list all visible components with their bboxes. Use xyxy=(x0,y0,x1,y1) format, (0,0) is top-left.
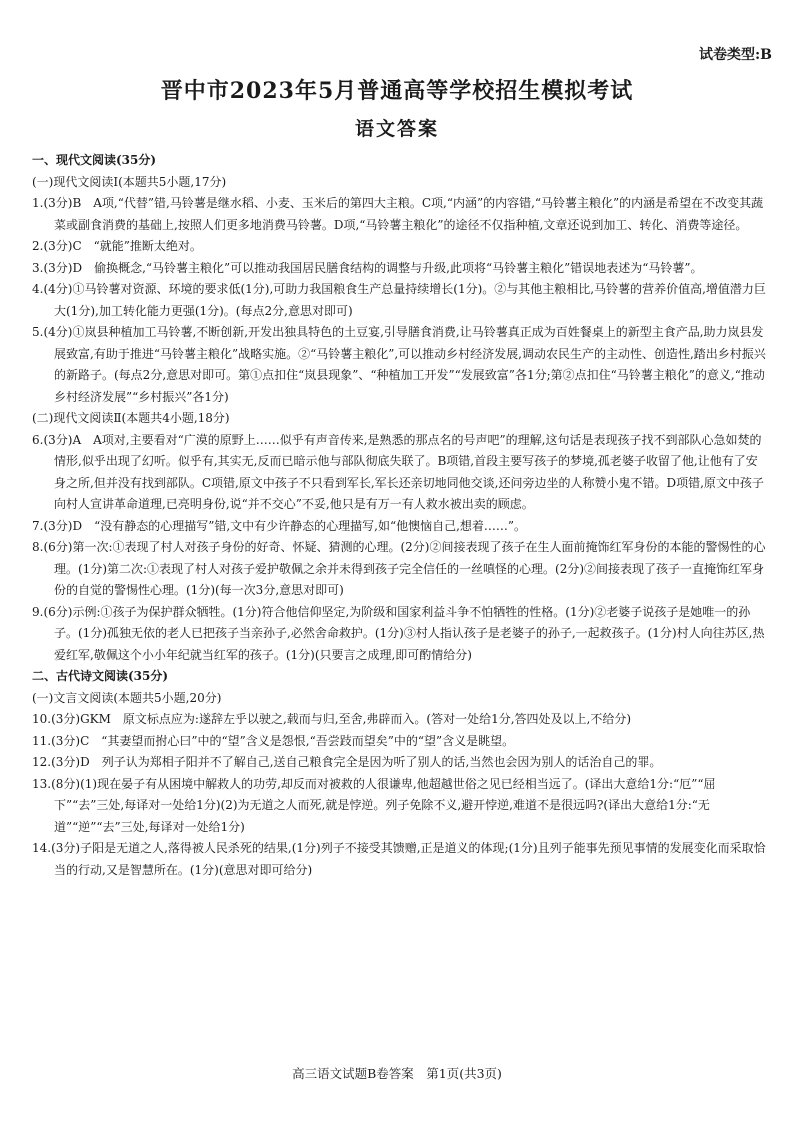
answer-item: 13.(8分)(1)现在晏子有从困境中解救人的功劳,却反而对被救的人很谦卑,他超越世俗之见已经相当远了。(译出大意给1分:“厄”“屈下”“去”三处,每译对一处给1分)(2)为无道之人而死,就是悖逆。列子免除不义,避开悖逆,难道不是很远吗?(译出大意给1分:“无道”“逆”“去”三处,每译对一处给1分) xyxy=(32,776,716,834)
page-footer: 高三语文试题B卷答案 第1页(共3页) xyxy=(292,1066,502,1081)
answer-item: 1.(3分)B A项,“代替”错,马铃薯是继水稻、小麦、玉米后的第四大主粮。C项,“内涵”的内容错,“马铃薯主粮化”的内涵是希望在不改变其蔬菜或副食消费的基础上,按照人们更多地消费马铃薯。D项,“马铃薯主粮化”的途径不仅指种植,文章还说到加工、转化、消费等途径。 xyxy=(32,196,764,232)
paper-type-label: 试卷类型:B xyxy=(698,47,772,63)
page-title: 晋中市2023年5月普通高等学校招生模拟考试 xyxy=(160,78,634,104)
answer-item: 6.(3分)A A项对,主要看对“广漠的原野上……似乎有声音传来,是熟悉的那点名的号声吧”的理解,这句话是表现孩子找不到部队心急如焚的情形,似乎出现了幻听。似乎有,其实无,反而已暗示他与部队彻底失联了。B项错,首段主要写孩子的梦境,孤老婆子收留了他,让他有了安身之所,但并没有找到部队。C项错,原文中孩子不只看到军长,军长还亲切地同他交谈,还问旁边坐的人称赞小鬼不错。D项错,原文中孩子向村人宣讲革命道理,已亮明身份,说“并不交心”不妥,他只是有万一有人救水被出卖的顾虑。 xyxy=(32,432,764,511)
section-heading: 二、古代诗文阅读(35分) xyxy=(32,669,169,683)
page-subtitle: 语文答案 xyxy=(354,118,439,140)
answer-item: 10.(3分)GKM 原文标点应为:遂辞左乎以驶之,载而与归,至舍,弗辟而入。(答对一处给1分,答四处及以上,不给分) xyxy=(32,712,632,726)
answer-item: 3.(3分)D 偷换概念,“马铃薯主粮化”可以推动我国居民膳食结构的调整与升级,此项将“马铃薯主粮化”错误地表述为“马铃薯”。 xyxy=(32,260,703,275)
subsection-heading: (一)文言文阅读(本题共5小题,20分) xyxy=(32,690,222,705)
answer-content xyxy=(32,150,768,881)
answer-item: 11.(3分)C “其妻望而拊心曰”中的“望”含义是怨恨,“吾尝跂而望矣”中的“望”含义是眺望。 xyxy=(32,733,515,748)
answer-item: 7.(3分)D “没有静态的心理描写”错,文中有少许静态的心理描写,如“他懊恼自己,想着……”。 xyxy=(32,518,527,533)
answer-item: 9.(6分)示例:①孩子为保护群众牺牲。(1分)符合他信仰坚定,为阶级和国家利益斗争不怕牺牲的性格。(1分)②老婆子说孩子是她唯一的孙子。(1分)孤独无依的老人已把孩子当亲孙子,必然舍命救护。(1分)③村人指认孩子是老婆子的孙子,一起救孩子。(1分)村人向往苏区,热爱红军,敬佩这个小小年纪就当红军的孩子。(1分)(只要言之成理,即可酌情给分) xyxy=(32,604,765,662)
answer-item: 4.(4分)①马铃薯对资源、环境的要求低(1分),可助力我国粮食生产总量持续增长(1分)。②与其他主粮相比,马铃薯的营养价值高,增值潜力巨大(1分),加工转化能力更强(1分)。(每点2分,意思对即可) xyxy=(32,282,766,318)
answer-item: 5.(4分)①岚县种植加工马铃薯,不断创新,开发出独具特色的土豆宴,引导膳食消费,让马铃薯真正成为百姓餐桌上的新型主食产品,助力岚县发展致富,有助于推进“马铃薯主粮化”战略实施。②“马铃薯主粮化”,可以推动乡村经济发展,调动农民生产的主动性、创造性,踏出乡村振兴的新路子。(每点2分,意思对即可。第①点扣住“岚县现象”、“种植加工开发”“发展致富”各1分;第②点扣住“马铃薯主粮化”的意义,“推动乡村经济发展”“乡村振兴”各1分) xyxy=(32,325,766,404)
answer-item: 8.(6分)第一次:①表现了村人对孩子身份的好奇、怀疑、猜测的心理。(2分)②间接表现了孩子在生人面前掩饰红军身份的本能的警惕性的心理。(1分)第二次:①表现了村人对孩子爱护敬佩之余并未得到孩子完全信任的一丝嗔怪的心理。(2分)②间接表现了孩子一直掩饰红军身份的自觉的警惕性心理。(1分)(每一次3分,意思对即可) xyxy=(32,540,766,597)
answer-item: 12.(3分)D 列子认为郑相子阳并不了解自己,送自己粮食完全是因为听了别人的话,当然也会因为别人的话治自己的罪。 xyxy=(32,755,662,769)
subsection-heading: (二)现代文阅读Ⅱ(本题共4小题,18分) xyxy=(32,411,230,425)
subsection-heading: (一)现代文阅读Ⅰ(本题共5小题,17分) xyxy=(32,174,227,189)
answer-item: 2.(3分)C “就能”推断太绝对。 xyxy=(32,239,202,253)
section-heading: 一、现代文阅读(35分) xyxy=(32,153,157,167)
answer-item: 14.(3分)子阳是无道之人,落得被人民杀死的结果,(1分)列子不接受其馈赠,正是道义的体现;(1分)且列子能事先预见事情的发展变化而采取恰当的行动,又是智慧所在。(1分)(意思对即可给分) xyxy=(32,841,766,877)
